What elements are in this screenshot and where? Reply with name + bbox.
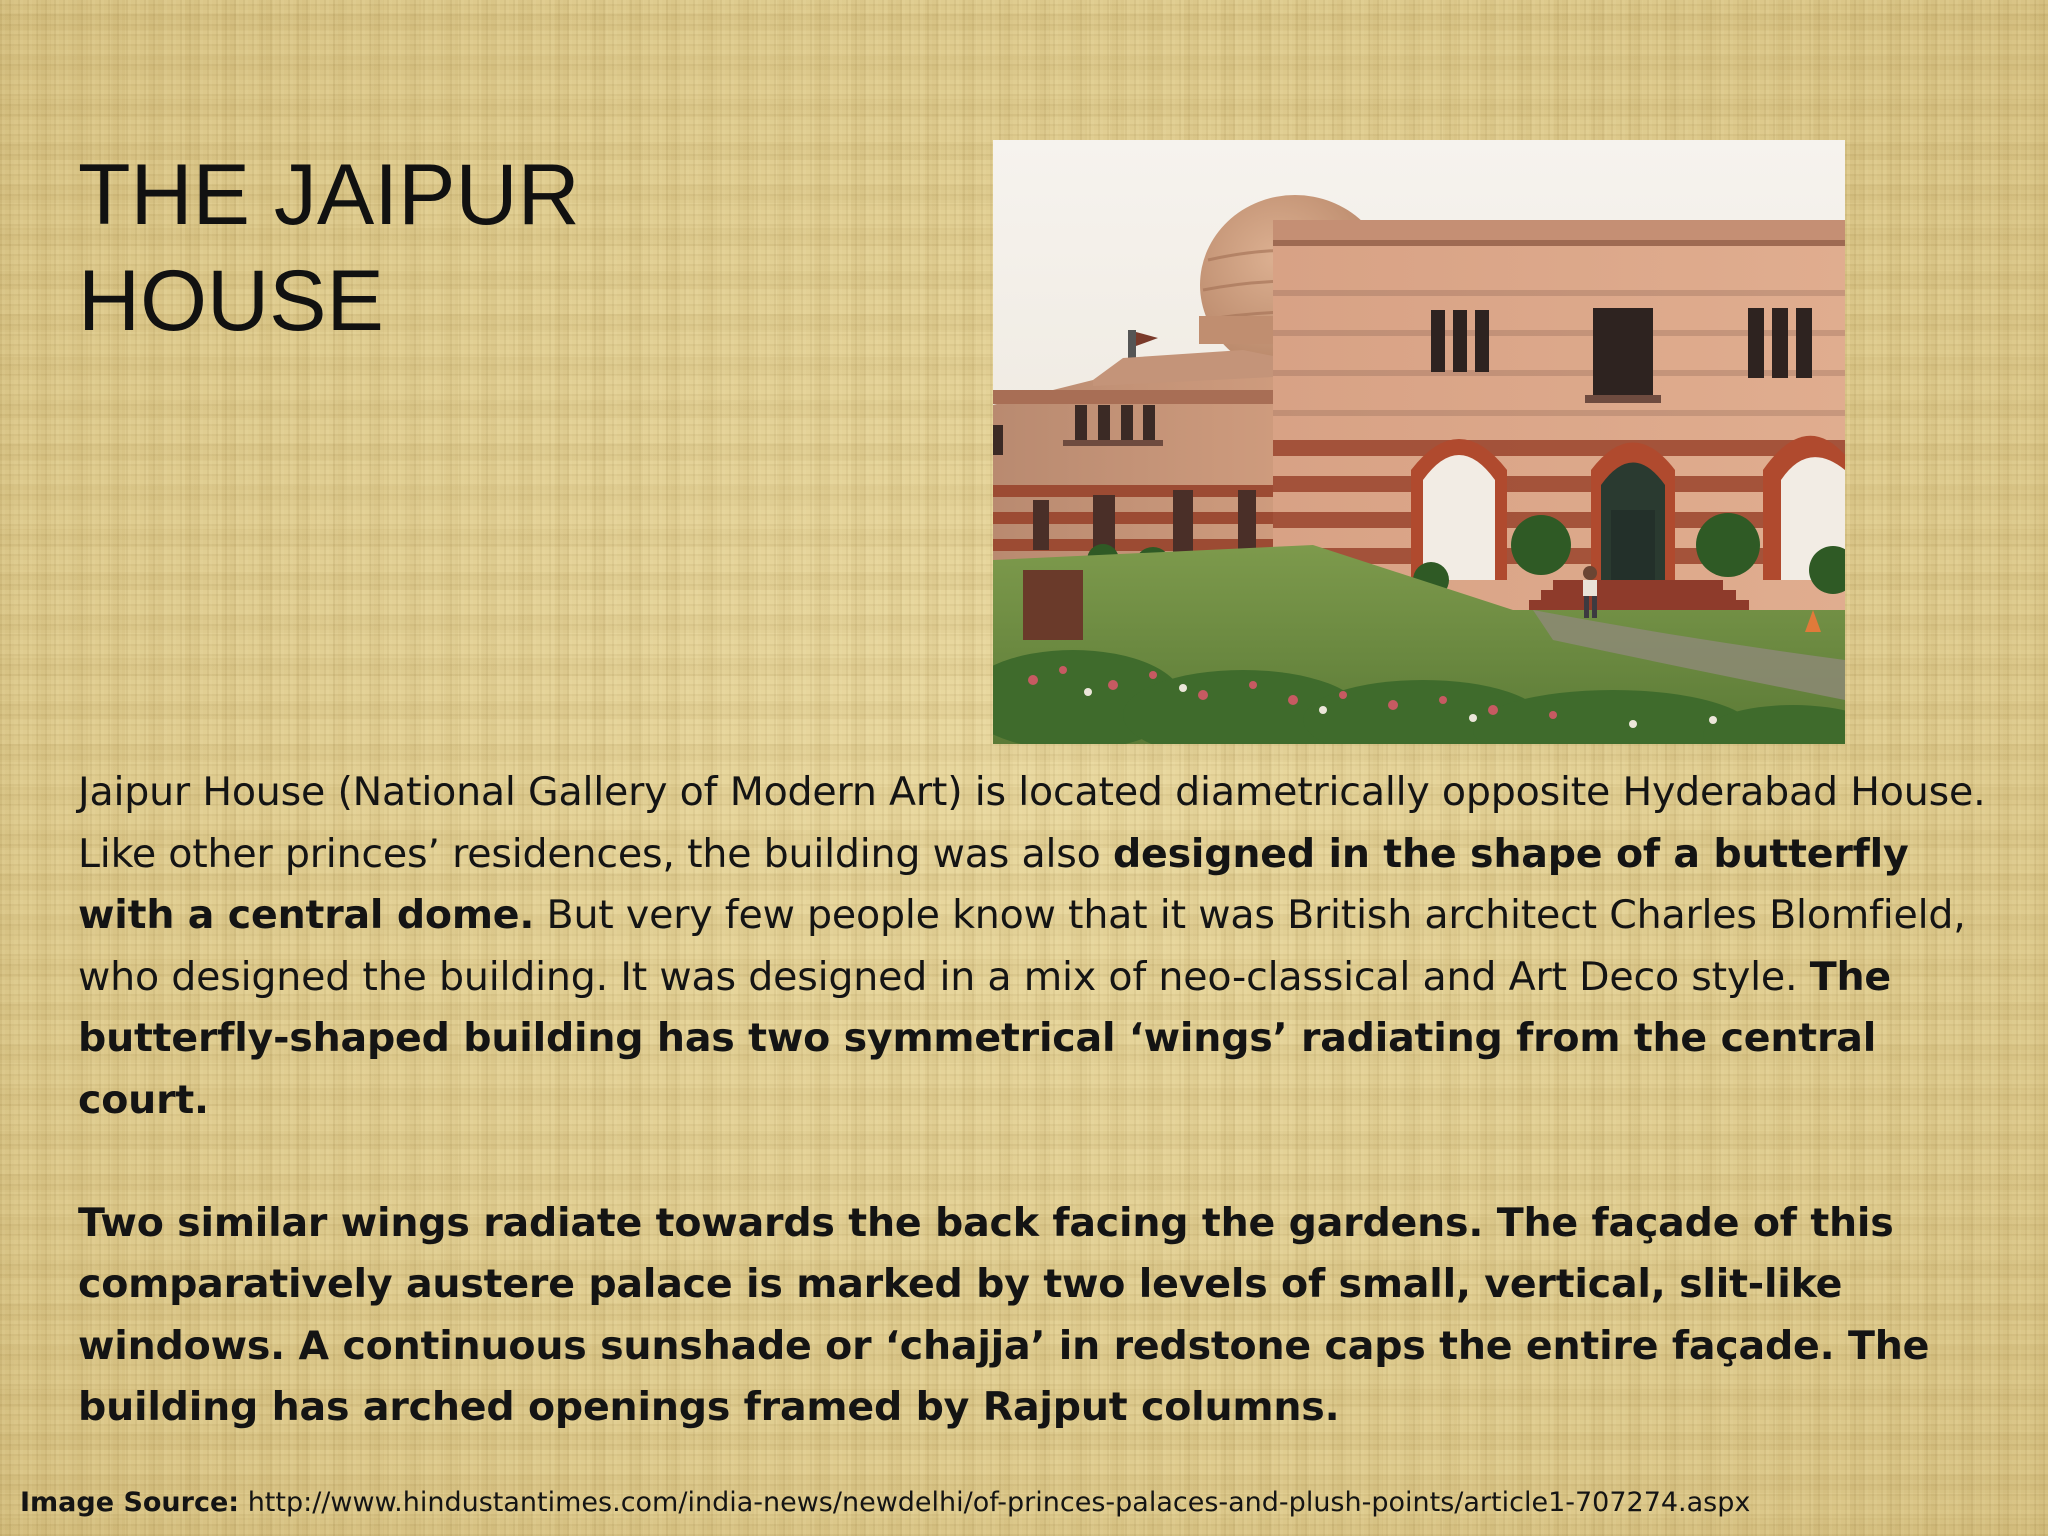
image-source-label: Image Source: (20, 1487, 240, 1518)
paragraph-1-text-2: But very few people know that it was British architect Charles Blomfield, who designed the building. It was designed in a mix of neo-classical and Art Deco style. (78, 892, 1966, 1000)
slide-title (78, 142, 778, 354)
image-source-url[interactable]: http://www.hindustantimes.com/india-news/newdelhi/of-princes-palaces-and-plush-points/article1-707274.aspx (247, 1487, 1751, 1518)
paragraph-1-text-1: Jaipur House (National Gallery of Modern Art) is located diametrically opposite Hyderabad House. Like other princes’ residences, the building was also (78, 769, 1986, 877)
paragraph-2 (78, 1193, 2018, 1439)
title-line-1: THE JAIPUR (78, 147, 580, 243)
body-text (78, 762, 2018, 1439)
paragraph-1 (78, 762, 2018, 1131)
jaipur-house-photo (993, 140, 1845, 744)
paragraph-2-bold: Two similar wings radiate towards the back facing the gardens. The façade of this comparatively austere palace is marked by two levels of small, vertical, slit-like windows. A continuous sunshade or ‘chajja’ in redstone caps the entire façade. The building has arched openings framed by Rajput columns. (78, 1199, 1930, 1430)
paragraph-1-bold-1: designed in the shape of a butterfly with a central dome. (78, 830, 1909, 938)
image-source (20, 1485, 1750, 1521)
title-line-2: HOUSE (78, 253, 384, 349)
paragraph-1-bold-2: The butterfly-shaped building has two symmetrical ‘wings’ radiating from the central court. (78, 953, 1891, 1123)
